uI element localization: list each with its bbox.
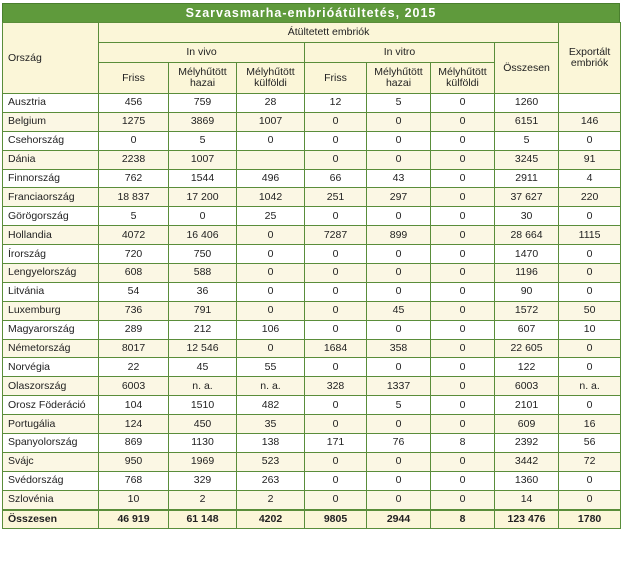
cell-country: Ausztria <box>3 94 99 113</box>
cell-country: Írország <box>3 245 99 264</box>
cell: 2101 <box>495 396 559 415</box>
header-vivo-fresh: Friss <box>99 63 169 94</box>
cell: 588 <box>169 264 237 283</box>
cell: 0 <box>367 452 431 471</box>
cell: 106 <box>237 320 305 339</box>
table-row <box>3 320 621 339</box>
cell: 0 <box>431 471 495 490</box>
cell: 14 <box>495 490 559 509</box>
cell: 0 <box>559 490 621 509</box>
cell: 791 <box>169 301 237 320</box>
cell: 0 <box>431 226 495 245</box>
cell-country: Norvégia <box>3 358 99 377</box>
table-row <box>3 471 621 490</box>
cell: 736 <box>99 301 169 320</box>
cell: 950 <box>99 452 169 471</box>
embryo-transfer-table <box>2 22 621 529</box>
cell: 1510 <box>169 396 237 415</box>
table-row <box>3 415 621 434</box>
cell: 0 <box>367 415 431 434</box>
cell: 482 <box>237 396 305 415</box>
cell: 0 <box>431 245 495 264</box>
table-row <box>3 188 621 207</box>
cell: 0 <box>431 377 495 396</box>
cell: 329 <box>169 471 237 490</box>
cell: 36 <box>169 282 237 301</box>
cell: 22 605 <box>495 339 559 358</box>
cell: 450 <box>169 415 237 434</box>
header-vitro-frozen-foreign-l2: külföldi <box>446 77 479 89</box>
header-country: Ország <box>3 23 99 94</box>
cell: 0 <box>431 207 495 226</box>
header-vivo-frozen-domestic-l1: Mélyhűtött <box>178 66 227 78</box>
cell: 5 <box>169 131 237 150</box>
cell: 6151 <box>495 112 559 131</box>
embryo-transfer-table-container <box>2 3 620 529</box>
cell: 3245 <box>495 150 559 169</box>
cell: 750 <box>169 245 237 264</box>
cell: 496 <box>237 169 305 188</box>
table-row <box>3 245 621 264</box>
cell: 25 <box>237 207 305 226</box>
cell: 6003 <box>99 377 169 396</box>
cell-country: Csehország <box>3 131 99 150</box>
cell: 0 <box>367 207 431 226</box>
cell: 146 <box>559 112 621 131</box>
cell-country: Németország <box>3 339 99 358</box>
cell: 0 <box>431 358 495 377</box>
cell: 1042 <box>237 188 305 207</box>
cell: 54 <box>99 282 169 301</box>
cell: 16 406 <box>169 226 237 245</box>
cell: 1260 <box>495 94 559 113</box>
header-vivo-frozen-foreign-l1: Mélyhűtött <box>246 66 295 78</box>
cell: 8017 <box>99 339 169 358</box>
table-row <box>3 434 621 453</box>
cell: 0 <box>367 282 431 301</box>
cell: 607 <box>495 320 559 339</box>
header-total: Összesen <box>495 43 559 94</box>
header-vivo-frozen-domestic-l2: hazai <box>189 77 216 89</box>
cell: 0 <box>559 207 621 226</box>
table-row <box>3 339 621 358</box>
cell: 0 <box>431 169 495 188</box>
cell: 0 <box>431 150 495 169</box>
cell: 0 <box>305 452 367 471</box>
cell: 358 <box>367 339 431 358</box>
cell: 0 <box>237 245 305 264</box>
cell: 45 <box>169 358 237 377</box>
cell: 1007 <box>237 112 305 131</box>
cell: 759 <box>169 94 237 113</box>
cell: 608 <box>99 264 169 283</box>
cell <box>559 94 621 113</box>
cell: 90 <box>495 282 559 301</box>
header-in-vitro: In vitro <box>305 43 495 63</box>
cell: 0 <box>305 282 367 301</box>
header-vivo-frozen-foreign <box>237 63 305 94</box>
cell: 2944 <box>367 510 431 529</box>
cell: 61 148 <box>169 510 237 529</box>
cell: n. a. <box>237 377 305 396</box>
table-row <box>3 226 621 245</box>
cell: 4072 <box>99 226 169 245</box>
cell: 0 <box>237 339 305 358</box>
cell: 6003 <box>495 377 559 396</box>
header-vivo-frozen-foreign-l2: külföldi <box>254 77 287 89</box>
cell: 0 <box>305 320 367 339</box>
cell: 0 <box>431 94 495 113</box>
cell: 0 <box>305 415 367 434</box>
cell: 0 <box>367 490 431 509</box>
table-row <box>3 452 621 471</box>
cell: 0 <box>431 264 495 283</box>
cell: 0 <box>559 471 621 490</box>
cell-country: Magyarország <box>3 320 99 339</box>
cell: 2392 <box>495 434 559 453</box>
table-row <box>3 131 621 150</box>
cell: 138 <box>237 434 305 453</box>
table-row <box>3 150 621 169</box>
cell: 0 <box>367 471 431 490</box>
cell: 0 <box>367 245 431 264</box>
cell: 289 <box>99 320 169 339</box>
cell: 0 <box>431 415 495 434</box>
cell: 1684 <box>305 339 367 358</box>
cell: 0 <box>305 112 367 131</box>
cell: 768 <box>99 471 169 490</box>
cell: 899 <box>367 226 431 245</box>
cell-country: Luxemburg <box>3 301 99 320</box>
cell: 220 <box>559 188 621 207</box>
header-exported-line1: Exportált <box>568 46 611 58</box>
cell: 171 <box>305 434 367 453</box>
cell-country: Olaszország <box>3 377 99 396</box>
total-row <box>3 510 621 529</box>
cell: 2 <box>237 490 305 509</box>
cell: 762 <box>99 169 169 188</box>
cell: 10 <box>559 320 621 339</box>
cell-country: Franciaország <box>3 188 99 207</box>
table-row <box>3 301 621 320</box>
cell: 37 627 <box>495 188 559 207</box>
header-vivo-frozen-domestic <box>169 63 237 94</box>
cell: 104 <box>99 396 169 415</box>
cell: 0 <box>559 358 621 377</box>
cell: 328 <box>305 377 367 396</box>
cell-country: Görögország <box>3 207 99 226</box>
cell: 5 <box>367 94 431 113</box>
cell: 1360 <box>495 471 559 490</box>
cell: 0 <box>99 131 169 150</box>
cell: 0 <box>237 131 305 150</box>
cell: 0 <box>305 150 367 169</box>
table-row <box>3 112 621 131</box>
cell: 4 <box>559 169 621 188</box>
cell: 0 <box>237 282 305 301</box>
table-row <box>3 282 621 301</box>
cell: 122 <box>495 358 559 377</box>
cell: 0 <box>305 131 367 150</box>
header-vitro-frozen-domestic-l2: hazai <box>385 77 412 89</box>
cell: 0 <box>237 301 305 320</box>
cell: 72 <box>559 452 621 471</box>
cell: 12 <box>305 94 367 113</box>
cell: 22 <box>99 358 169 377</box>
cell: 123 476 <box>495 510 559 529</box>
cell: 1337 <box>367 377 431 396</box>
cell: 0 <box>237 226 305 245</box>
cell: 8 <box>431 434 495 453</box>
cell: 297 <box>367 188 431 207</box>
cell: 456 <box>99 94 169 113</box>
cell: 3869 <box>169 112 237 131</box>
cell: 0 <box>305 264 367 283</box>
cell: n. a. <box>169 377 237 396</box>
cell: 0 <box>367 131 431 150</box>
cell: 5 <box>495 131 559 150</box>
header-vitro-fresh: Friss <box>305 63 367 94</box>
cell: 3442 <box>495 452 559 471</box>
cell <box>237 150 305 169</box>
cell-country: Dánia <box>3 150 99 169</box>
cell: 0 <box>367 358 431 377</box>
cell: 28 <box>237 94 305 113</box>
cell: 17 200 <box>169 188 237 207</box>
cell: 1115 <box>559 226 621 245</box>
cell: 28 664 <box>495 226 559 245</box>
cell: 76 <box>367 434 431 453</box>
table-row <box>3 490 621 509</box>
table-header <box>3 23 621 94</box>
cell: 56 <box>559 434 621 453</box>
header-vitro-frozen-domestic <box>367 63 431 94</box>
cell: 0 <box>431 282 495 301</box>
cell: 8 <box>431 510 495 529</box>
cell: 18 837 <box>99 188 169 207</box>
cell-country: Finnország <box>3 169 99 188</box>
cell: 1007 <box>169 150 237 169</box>
cell: 0 <box>305 490 367 509</box>
table-row <box>3 264 621 283</box>
cell: 1470 <box>495 245 559 264</box>
cell-country: Portugália <box>3 415 99 434</box>
cell: 1544 <box>169 169 237 188</box>
header-exported-line2: embriók <box>570 57 609 69</box>
cell: 1780 <box>559 510 621 529</box>
cell: 869 <box>99 434 169 453</box>
table-row <box>3 358 621 377</box>
cell: 0 <box>305 396 367 415</box>
cell: 124 <box>99 415 169 434</box>
header-vitro-frozen-foreign <box>431 63 495 94</box>
cell: 0 <box>559 339 621 358</box>
cell: 10 <box>99 490 169 509</box>
cell-country: Belgium <box>3 112 99 131</box>
cell: 16 <box>559 415 621 434</box>
cell: 0 <box>431 112 495 131</box>
table-title: Szarvasmarha-embrióátültetés, 2015 <box>2 3 620 22</box>
cell: 1275 <box>99 112 169 131</box>
cell: 9805 <box>305 510 367 529</box>
cell: 0 <box>431 188 495 207</box>
cell: 7287 <box>305 226 367 245</box>
cell-country: Spanyolország <box>3 434 99 453</box>
header-vitro-frozen-foreign-l1: Mélyhűtött <box>438 66 487 78</box>
cell: 55 <box>237 358 305 377</box>
cell: 5 <box>367 396 431 415</box>
cell: 35 <box>237 415 305 434</box>
cell: 0 <box>559 282 621 301</box>
cell: 1969 <box>169 452 237 471</box>
table-body <box>3 94 621 529</box>
table-row <box>3 377 621 396</box>
cell: 0 <box>367 264 431 283</box>
cell: 50 <box>559 301 621 320</box>
cell: 0 <box>431 339 495 358</box>
table-row <box>3 207 621 226</box>
table-row <box>3 94 621 113</box>
cell: 523 <box>237 452 305 471</box>
cell: 0 <box>431 452 495 471</box>
cell-country: Összesen <box>3 510 99 529</box>
cell: 0 <box>367 150 431 169</box>
cell: 0 <box>431 320 495 339</box>
cell: 0 <box>305 471 367 490</box>
cell: 2238 <box>99 150 169 169</box>
header-exported <box>559 23 621 94</box>
table-row <box>3 169 621 188</box>
cell: 0 <box>431 301 495 320</box>
cell: 4202 <box>237 510 305 529</box>
cell-country: Svédország <box>3 471 99 490</box>
cell: 263 <box>237 471 305 490</box>
cell: 0 <box>237 264 305 283</box>
cell: 2 <box>169 490 237 509</box>
cell: 46 919 <box>99 510 169 529</box>
cell: 1130 <box>169 434 237 453</box>
cell: 0 <box>431 490 495 509</box>
cell: 0 <box>305 245 367 264</box>
cell: 5 <box>99 207 169 226</box>
cell-country: Hollandia <box>3 226 99 245</box>
cell: 0 <box>559 245 621 264</box>
cell-country: Svájc <box>3 452 99 471</box>
cell: 720 <box>99 245 169 264</box>
cell: 212 <box>169 320 237 339</box>
cell: 45 <box>367 301 431 320</box>
cell: 0 <box>169 207 237 226</box>
cell: 66 <box>305 169 367 188</box>
cell-country: Szlovénia <box>3 490 99 509</box>
cell: 30 <box>495 207 559 226</box>
cell: 2911 <box>495 169 559 188</box>
cell: 0 <box>367 320 431 339</box>
header-transferred: Átültetett embriók <box>99 23 559 43</box>
cell: 12 546 <box>169 339 237 358</box>
cell: 0 <box>559 264 621 283</box>
cell: n. a. <box>559 377 621 396</box>
cell-country: Lengyelország <box>3 264 99 283</box>
cell-country: Litvánia <box>3 282 99 301</box>
cell: 0 <box>305 358 367 377</box>
cell: 0 <box>305 301 367 320</box>
cell: 0 <box>559 396 621 415</box>
cell: 0 <box>559 131 621 150</box>
cell-country: Orosz Föderáció <box>3 396 99 415</box>
cell: 1572 <box>495 301 559 320</box>
cell: 0 <box>431 396 495 415</box>
cell: 91 <box>559 150 621 169</box>
cell: 609 <box>495 415 559 434</box>
header-in-vivo: In vivo <box>99 43 305 63</box>
header-vitro-frozen-domestic-l1: Mélyhűtött <box>374 66 423 78</box>
cell: 1196 <box>495 264 559 283</box>
cell: 0 <box>367 112 431 131</box>
cell: 0 <box>305 207 367 226</box>
table-row <box>3 396 621 415</box>
cell: 251 <box>305 188 367 207</box>
cell: 43 <box>367 169 431 188</box>
cell: 0 <box>431 131 495 150</box>
